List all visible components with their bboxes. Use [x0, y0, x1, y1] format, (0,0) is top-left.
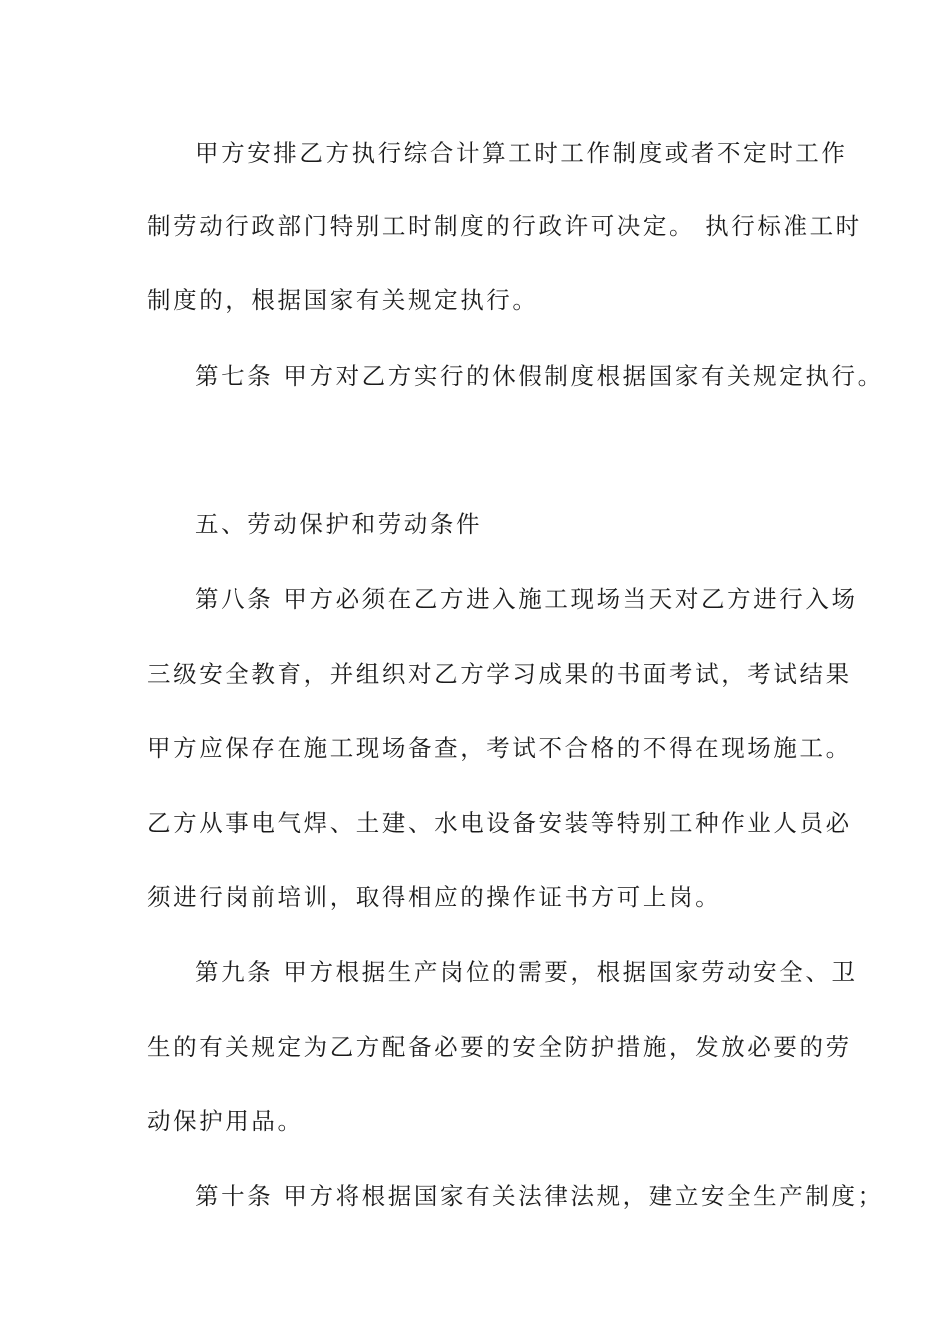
paragraph-line: 三级安全教育，并组织对乙方学习成果的书面考试，考试结果	[147, 660, 852, 688]
paragraph-line: 制度的，根据国家有关规定执行。	[147, 286, 539, 314]
paragraph-line: 乙方从事电气焊、土建、水电设备安装等特别工种作业人员必	[147, 809, 852, 837]
paragraph-line: 制劳动行政部门特别工时制度的行政许可决定。 执行标准工时	[147, 212, 862, 240]
paragraph-line: 甲方应保存在施工现场备查，考试不合格的不得在现场施工。	[147, 734, 852, 762]
paragraph-line: 甲方安排乙方执行综合计算工时工作制度或者不定时工作	[195, 139, 848, 167]
paragraph-line: 生的有关规定为乙方配备必要的安全防护措施，发放必要的劳	[147, 1033, 852, 1061]
paragraph-line: 动保护用品。	[147, 1107, 304, 1135]
article-7-line: 第七条 甲方对乙方实行的休假制度根据国家有关规定执行。	[195, 362, 884, 390]
article-8-line: 第八条 甲方必须在乙方进入施工现场当天对乙方进行入场	[195, 585, 858, 613]
section-heading: 五、劳动保护和劳动条件	[195, 510, 483, 538]
article-9-line: 第九条 甲方根据生产岗位的需要，根据国家劳动安全、卫	[195, 958, 858, 986]
paragraph-line: 须进行岗前培训，取得相应的操作证书方可上岗。	[147, 883, 722, 911]
article-10-line: 第十条 甲方将根据国家有关法律法规，建立安全生产制度；	[195, 1182, 884, 1210]
